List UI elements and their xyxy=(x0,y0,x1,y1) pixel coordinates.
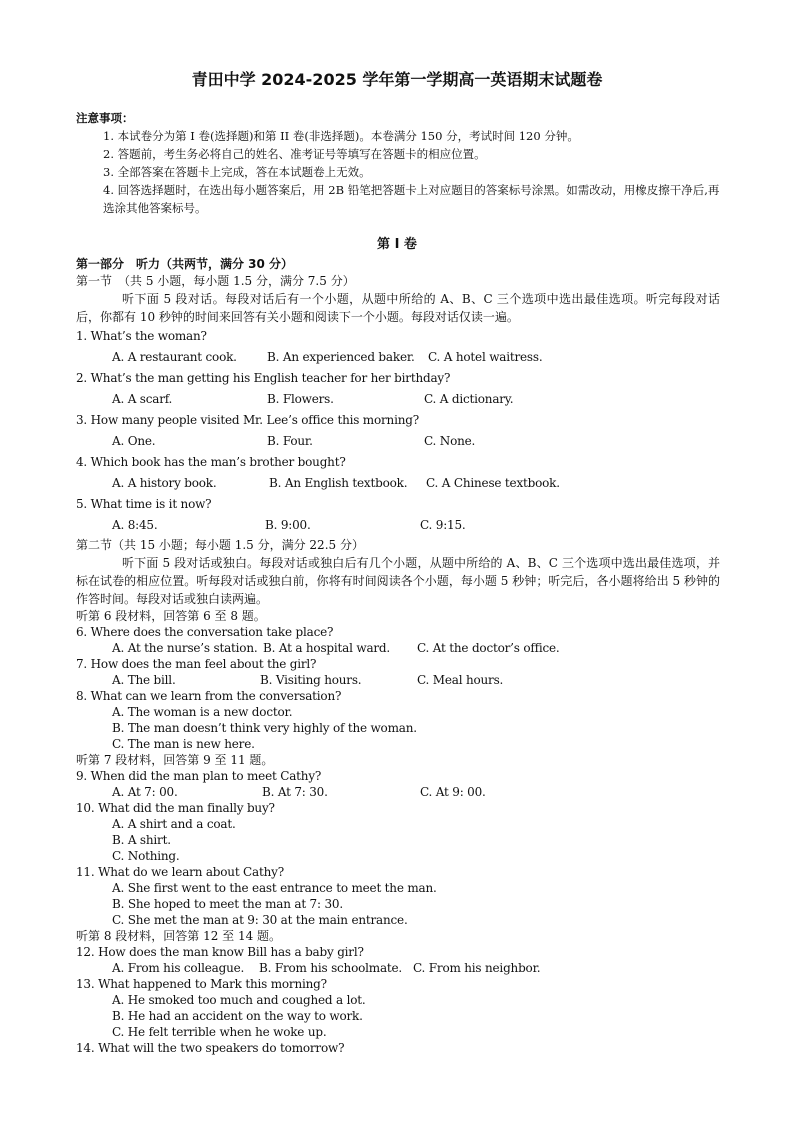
material-7-note: 听第 7 段材料，回答第 9 至 11 题。 xyxy=(76,753,274,767)
note-item: 1. 本试卷分为第 I 卷(选择题)和第 II 卷(非选择题)。本卷满分 150 分，考试时间 120 分钟。 xyxy=(103,129,579,143)
option-a: A. The woman is a new doctor. xyxy=(112,705,293,719)
option-b: B. An English textbook. xyxy=(269,476,408,490)
note-item: 3. 全部答案在答题卡上完成，答在本试题卷上无效。 xyxy=(103,165,371,179)
option-c: C. A hotel waitress. xyxy=(428,350,543,364)
question-10: 10. What did the man finally buy? xyxy=(76,801,275,815)
material-8-note: 听第 8 段材料，回答第 12 至 14 题。 xyxy=(76,929,282,943)
option-a: A. A history book. xyxy=(112,476,217,490)
option-c: C. At 9: 00. xyxy=(420,785,486,799)
volume-title: 第 I 卷 xyxy=(377,237,417,252)
listening-part xyxy=(76,256,720,1056)
option-c: C. A dictionary. xyxy=(424,392,514,406)
question-7-options xyxy=(76,672,720,688)
question-12: 12. How does the man know Bill has a baby girl? xyxy=(76,945,364,959)
option-c: C. The man is new here. xyxy=(112,737,255,751)
option-a: A. A shirt and a coat. xyxy=(112,817,236,831)
option-a: A. He smoked too much and coughed a lot. xyxy=(112,993,366,1007)
option-b: B. From his schoolmate. xyxy=(259,961,403,975)
option-c: C. From his neighbor. xyxy=(413,961,541,975)
question-9-options xyxy=(76,784,720,800)
option-c: C. 9:15. xyxy=(420,518,466,532)
option-b: B. At 7: 30. xyxy=(262,785,328,799)
option-b: B. An experienced baker. xyxy=(267,350,415,364)
option-c: C. None. xyxy=(424,434,476,448)
option-b: B. A shirt. xyxy=(112,833,171,847)
note-item: 2. 答题前，考生务必将自己的姓名、准考证号等填写在答题卡的相应位置。 xyxy=(103,147,486,161)
option-a: A. A scarf. xyxy=(112,392,173,406)
option-a: A. A restaurant cook. xyxy=(112,350,237,364)
option-b: B. He had an accident on the way to work. xyxy=(112,1009,363,1023)
question-3: 3. How many people visited Mr. Lee’s office this morning? xyxy=(76,413,419,427)
option-b: B. At a hospital ward. xyxy=(263,641,391,655)
option-a: A. From his colleague. xyxy=(112,961,245,975)
option-b: B. The man doesn’t think very highly of the woman. xyxy=(112,721,417,735)
question-6: 6. Where does the conversation take place? xyxy=(76,625,334,639)
question-11: 11. What do we learn about Cathy? xyxy=(76,865,284,879)
notes-list xyxy=(103,127,725,217)
question-13: 13. What happened to Mark this morning? xyxy=(76,977,327,991)
option-b: B. Four. xyxy=(267,434,313,448)
option-a: A. At the nurse’s station. xyxy=(112,641,258,655)
option-b: B. Visiting hours. xyxy=(260,673,362,687)
question-2: 2. What’s the man getting his English teacher for her birthday? xyxy=(76,371,451,385)
option-a: A. 8:45. xyxy=(112,518,158,532)
option-a: A. One. xyxy=(112,434,156,448)
material-6-note: 听第 6 段材料，回答第 6 至 8 题。 xyxy=(76,609,266,623)
option-a: A. She first went to the east entrance to meet the man. xyxy=(112,881,437,895)
question-1-options xyxy=(76,347,720,368)
option-c: C. A Chinese textbook. xyxy=(426,476,560,490)
section2-heading: 第二节（共 15 小题；每小题 1.5 分，满分 22.5 分） xyxy=(76,538,364,552)
question-1: 1. What’s the woman? xyxy=(76,329,207,343)
option-c: C. She met the man at 9: 30 at the main entrance. xyxy=(112,913,408,927)
option-c: C. Nothing. xyxy=(112,849,180,863)
option-b: B. 9:00. xyxy=(265,518,311,532)
option-c: C. At the doctor’s office. xyxy=(417,641,560,655)
note-item xyxy=(103,181,725,217)
exam-title: 青田中学 2024-2025 学年第一学期高一英语期末试题卷 xyxy=(191,70,603,89)
question-14: 14. What will the two speakers do tomorrow? xyxy=(76,1041,345,1055)
question-5-options xyxy=(76,515,720,536)
question-9: 9. When did the man plan to meet Cathy? xyxy=(76,769,322,783)
option-a: A. The bill. xyxy=(112,673,176,687)
section1-instructions: 听下面 5 段对话。每段对话后有一个小题，从题中所给的 A、B、C 三个选项中选出最佳选项。听完每段对话后，你都有 10 秒钟的时间来回答有关小题和阅读下一个小题。每段对话仅读一遍。 xyxy=(76,292,720,324)
option-c: C. Meal hours. xyxy=(417,673,504,687)
question-4-options xyxy=(76,473,720,494)
option-a: A. At 7: 00. xyxy=(112,785,178,799)
question-2-options xyxy=(76,389,720,410)
question-5: 5. What time is it now? xyxy=(76,497,212,511)
question-6-options xyxy=(76,640,720,656)
option-b: B. She hoped to meet the man at 7: 30. xyxy=(112,897,343,911)
question-8: 8. What can we learn from the conversation? xyxy=(76,689,342,703)
section1-heading: 第一节 （共 5 小题，每小题 1.5 分，满分 7.5 分） xyxy=(76,274,355,288)
note-item-text: 4. 回答选择题时，在选出每小题答案后，用 2B 铅笔把答题卡上对应题目的答案标号涂黑。如需改动，用橡皮擦干净后,再选涂其他答案标号。 xyxy=(103,183,720,215)
question-12-options xyxy=(76,960,720,976)
option-c: C. He felt terrible when he woke up. xyxy=(112,1025,327,1039)
question-3-options xyxy=(76,431,720,452)
part-heading: 第一部分 听力（共两节，满分 30 分） xyxy=(76,257,294,271)
question-7: 7. How does the man feel about the girl? xyxy=(76,657,317,671)
option-b: B. Flowers. xyxy=(267,392,334,406)
notes-heading: 注意事项： xyxy=(76,111,134,125)
section2-instructions: 听下面 5 段对话或独白。每段对话或独白后有几个小题，从题中所给的 A、B、C 三个选项中选出最佳选项，并标在试卷的相应位置。听每段对话或独白前，你将有时间阅读各个小题，每小题 5 秒钟；听完后，各小题将给出 5 秒钟的作答时间。每段对话或独白读两遍。 xyxy=(76,556,720,606)
question-4: 4. Which book has the man’s brother bought? xyxy=(76,455,346,469)
